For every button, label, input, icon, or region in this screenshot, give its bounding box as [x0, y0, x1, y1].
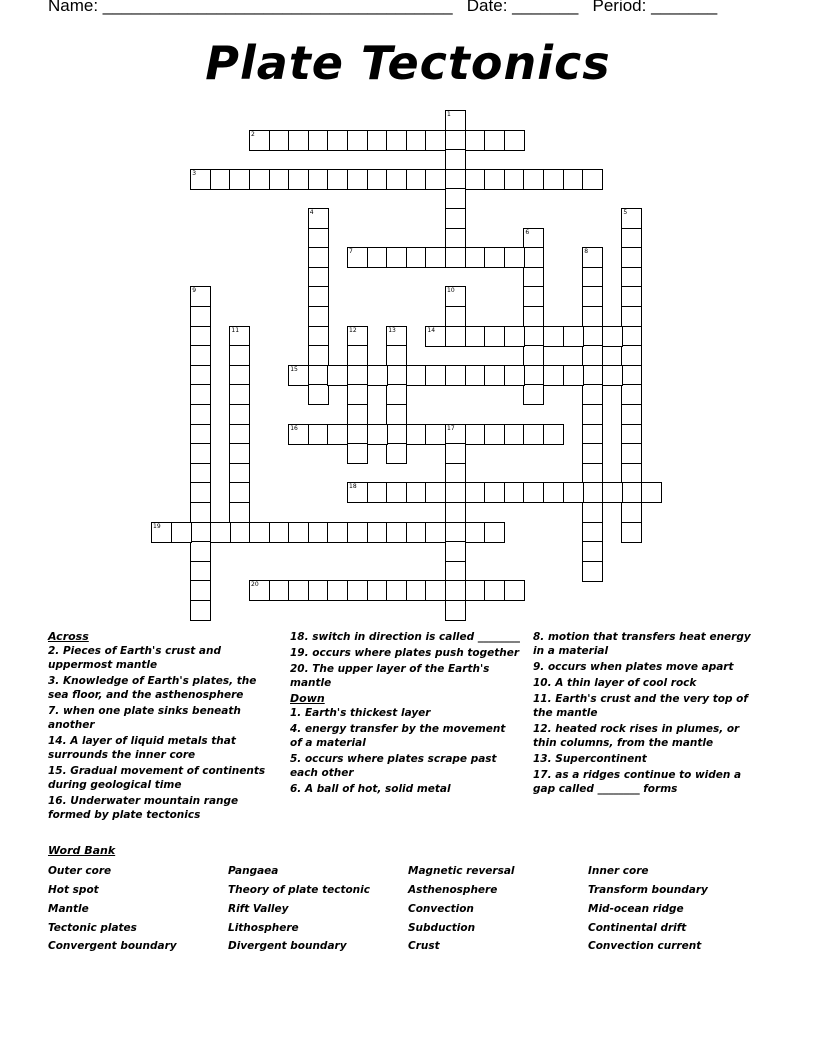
crossword-cell[interactable]	[621, 384, 642, 405]
crossword-cell[interactable]	[523, 286, 544, 307]
down-clue: 6. A ball of hot, solid metal	[290, 783, 451, 795]
crossword-cell[interactable]	[582, 267, 603, 288]
word-bank-word: Convection current	[588, 940, 702, 952]
crossword-cell[interactable]	[190, 306, 211, 327]
crossword-cell[interactable]	[210, 522, 231, 543]
crossword-cell[interactable]	[406, 482, 427, 503]
crossword-cell[interactable]	[386, 247, 407, 268]
down-clue: 5. occurs where plates scrape past each other	[290, 753, 497, 779]
crossword-cell[interactable]	[308, 306, 329, 327]
crossword-cell[interactable]	[190, 286, 211, 307]
clue-number: 12	[349, 326, 357, 334]
crossword-cell[interactable]	[308, 267, 329, 288]
crossword-cell[interactable]	[484, 326, 505, 347]
crossword-cell[interactable]	[190, 424, 211, 445]
crossword-cell[interactable]	[308, 228, 329, 249]
clue-number: 3	[192, 169, 197, 177]
crossword-cell[interactable]	[621, 345, 642, 366]
crossword-cell[interactable]	[445, 247, 466, 268]
crossword-cell[interactable]	[406, 247, 427, 268]
clues-column-2	[290, 630, 520, 798]
crossword-cell[interactable]	[563, 365, 584, 386]
crossword-cell[interactable]	[504, 326, 525, 347]
crossword-cell[interactable]	[347, 326, 368, 347]
crossword-cell[interactable]	[504, 365, 525, 386]
crossword-cell[interactable]	[563, 482, 584, 503]
crossword-cell[interactable]	[190, 561, 211, 582]
crossword-cell[interactable]	[190, 580, 211, 601]
crossword-cell[interactable]	[445, 130, 466, 151]
crossword-cell[interactable]	[582, 404, 603, 425]
crossword-cell[interactable]	[582, 482, 603, 503]
down-heading: Down	[290, 692, 325, 705]
crossword-cell[interactable]	[543, 482, 564, 503]
crossword-cell[interactable]	[171, 522, 192, 543]
crossword-cell[interactable]	[465, 130, 486, 151]
word-bank-word: Tectonic plates	[48, 922, 137, 934]
crossword-cell[interactable]	[386, 580, 407, 601]
crossword-cell[interactable]	[582, 384, 603, 405]
clue-number: 19	[153, 522, 161, 530]
crossword-cell[interactable]	[229, 404, 250, 425]
crossword-cell[interactable]	[249, 169, 270, 190]
crossword-cell[interactable]	[445, 522, 466, 543]
crossword-cell[interactable]	[484, 365, 505, 386]
crossword-cell[interactable]	[484, 169, 505, 190]
crossword-cell[interactable]	[621, 463, 642, 484]
crossword-cell[interactable]	[229, 482, 250, 503]
clues-column-1	[48, 630, 273, 824]
crossword-cell[interactable]	[269, 580, 290, 601]
crossword-cell[interactable]	[445, 286, 466, 307]
crossword-cell[interactable]	[523, 228, 544, 249]
crossword-cell[interactable]	[621, 443, 642, 464]
crossword-cell[interactable]	[347, 169, 368, 190]
crossword-cell[interactable]	[327, 580, 348, 601]
crossword-cell[interactable]	[621, 208, 642, 229]
crossword-cell[interactable]	[465, 326, 486, 347]
crossword-cell[interactable]	[465, 522, 486, 543]
crossword-cell[interactable]	[445, 110, 466, 131]
header-line: Name: _____________________________________ Date: _______ Period: _______	[48, 0, 718, 15]
crossword-cell[interactable]	[484, 130, 505, 151]
crossword-cell[interactable]	[347, 404, 368, 425]
crossword-cell[interactable]	[445, 365, 466, 386]
down-clue: 8. motion that transfers heat energy in a material	[533, 631, 751, 657]
crossword-cell[interactable]	[504, 424, 525, 445]
crossword-cell[interactable]	[621, 286, 642, 307]
crossword-cell[interactable]	[563, 169, 584, 190]
crossword-cell[interactable]	[288, 130, 309, 151]
across-heading: Across	[48, 630, 89, 643]
crossword-cell[interactable]	[621, 482, 642, 503]
word-bank-word: Theory of plate tectonic	[228, 884, 370, 896]
crossword-cell[interactable]	[347, 482, 368, 503]
crossword-cell[interactable]	[445, 149, 466, 170]
crossword-cell[interactable]	[582, 502, 603, 523]
word-bank-word: Crust	[408, 940, 440, 952]
clue-number: 14	[427, 326, 436, 334]
crossword-cell[interactable]	[386, 365, 407, 386]
crossword-cell[interactable]	[621, 267, 642, 288]
crossword-cell[interactable]	[308, 286, 329, 307]
crossword-cell[interactable]	[151, 522, 172, 543]
crossword-cell[interactable]	[504, 580, 525, 601]
crossword-cell[interactable]	[484, 247, 505, 268]
crossword-cell[interactable]	[406, 365, 427, 386]
crossword-cell[interactable]	[465, 424, 486, 445]
crossword-cell[interactable]	[582, 443, 603, 464]
word-bank-word: Magnetic reversal	[408, 865, 515, 877]
crossword-cell[interactable]	[288, 424, 309, 445]
crossword-cell[interactable]	[621, 522, 642, 543]
crossword-cell[interactable]	[621, 424, 642, 445]
crossword-cell[interactable]	[229, 502, 250, 523]
crossword-cell[interactable]	[425, 424, 446, 445]
crossword-cell[interactable]	[484, 522, 505, 543]
crossword-cell[interactable]	[445, 443, 466, 464]
crossword-cell[interactable]	[602, 326, 623, 347]
crossword-cell[interactable]	[543, 424, 564, 445]
crossword-cell[interactable]	[543, 365, 564, 386]
crossword-cell[interactable]	[465, 247, 486, 268]
crossword-cell[interactable]	[523, 267, 544, 288]
crossword-cell[interactable]	[523, 384, 544, 405]
word-bank-word: Rift Valley	[228, 903, 289, 915]
clues-column-3	[533, 630, 763, 798]
crossword-cell[interactable]	[327, 130, 348, 151]
crossword-cell[interactable]	[582, 326, 603, 347]
crossword-cell[interactable]	[425, 365, 446, 386]
crossword-cell[interactable]	[249, 580, 270, 601]
clue-number: 10	[447, 287, 455, 295]
crossword-cell[interactable]	[308, 384, 329, 405]
crossword-cell[interactable]	[190, 463, 211, 484]
clue-number: 20	[251, 581, 259, 589]
crossword-cell[interactable]	[308, 130, 329, 151]
crossword-cell[interactable]	[288, 365, 309, 386]
crossword-cell[interactable]	[229, 326, 250, 347]
crossword-cell[interactable]	[602, 365, 623, 386]
down-clue: 4. energy transfer by the movement of a material	[290, 723, 506, 749]
crossword-cell[interactable]	[386, 326, 407, 347]
crossword-cell[interactable]	[229, 424, 250, 445]
crossword-cell[interactable]	[347, 130, 368, 151]
down-clue: 10. A thin layer of cool rock	[533, 677, 697, 689]
crossword-cell[interactable]	[229, 522, 250, 543]
crossword-cell[interactable]	[386, 384, 407, 405]
crossword-cell[interactable]	[582, 463, 603, 484]
crossword-cell[interactable]	[484, 424, 505, 445]
crossword-cell[interactable]	[504, 247, 525, 268]
crossword-cell[interactable]	[229, 463, 250, 484]
crossword-cell[interactable]	[308, 522, 329, 543]
crossword-cell[interactable]	[386, 443, 407, 464]
crossword-cell[interactable]	[347, 345, 368, 366]
crossword-cell[interactable]	[190, 345, 211, 366]
crossword-cell[interactable]	[445, 580, 466, 601]
word-bank-word: Outer core	[48, 865, 112, 877]
crossword-cell[interactable]	[229, 384, 250, 405]
crossword-cell[interactable]	[621, 365, 642, 386]
crossword-cell[interactable]	[523, 326, 544, 347]
crossword-cell[interactable]	[445, 188, 466, 209]
crossword-cell[interactable]	[445, 169, 466, 190]
crossword-cell[interactable]	[523, 306, 544, 327]
crossword-cell[interactable]	[386, 404, 407, 425]
crossword-cell[interactable]	[386, 169, 407, 190]
word-bank-word: Inner core	[588, 865, 649, 877]
crossword-cell[interactable]	[621, 306, 642, 327]
crossword-cell[interactable]	[367, 365, 388, 386]
clue-number: 18	[349, 483, 357, 491]
crossword-cell[interactable]	[582, 247, 603, 268]
crossword-cell[interactable]	[347, 384, 368, 405]
crossword-cell[interactable]	[582, 286, 603, 307]
crossword-cell[interactable]	[582, 306, 603, 327]
crossword-cell[interactable]	[229, 345, 250, 366]
crossword-cell[interactable]	[582, 169, 603, 190]
word-bank-word: Convection	[408, 903, 474, 915]
crossword-cell[interactable]	[327, 169, 348, 190]
crossword-cell[interactable]	[288, 580, 309, 601]
crossword-cell[interactable]	[445, 541, 466, 562]
crossword-cell[interactable]	[621, 228, 642, 249]
crossword-cell[interactable]	[445, 561, 466, 582]
crossword-cell[interactable]	[308, 345, 329, 366]
crossword-cell[interactable]	[621, 502, 642, 523]
crossword-cell[interactable]	[523, 365, 544, 386]
crossword-cell[interactable]	[425, 482, 446, 503]
across-clue: 7. when one plate sinks beneath another	[48, 705, 241, 731]
crossword-cell[interactable]	[406, 424, 427, 445]
down-clue: 11. Earth's crust and the very top of the mantle	[533, 693, 748, 719]
crossword-cell[interactable]	[210, 169, 231, 190]
across-clue: 19. occurs where plates push together	[290, 647, 520, 659]
crossword-cell[interactable]	[543, 326, 564, 347]
crossword-cell[interactable]	[465, 169, 486, 190]
crossword-cell[interactable]	[190, 502, 211, 523]
crossword-cell[interactable]	[563, 326, 584, 347]
crossword-cell[interactable]	[367, 580, 388, 601]
crossword-cell[interactable]	[582, 522, 603, 543]
crossword-cell[interactable]	[308, 424, 329, 445]
clue-number: 9	[192, 287, 197, 295]
across-clue: 14. A layer of liquid metals that surrounds the inner core	[48, 735, 236, 761]
crossword-cell[interactable]	[425, 580, 446, 601]
crossword-cell[interactable]	[367, 424, 388, 445]
down-clue: 13. Supercontinent	[533, 753, 647, 765]
crossword-cell[interactable]	[523, 424, 544, 445]
clue-number: 5	[623, 209, 628, 216]
crossword-cell[interactable]	[308, 169, 329, 190]
crossword-cell[interactable]	[347, 365, 368, 386]
crossword-cell[interactable]	[308, 580, 329, 601]
clue-number: 1	[447, 111, 451, 118]
word-bank-word: Mid-ocean ridge	[588, 903, 684, 915]
down-clue: 9. occurs when plates move apart	[533, 661, 734, 673]
clue-number: 17	[447, 424, 455, 432]
across-clue: 20. The upper layer of the Earth's mantle	[290, 663, 490, 689]
crossword-cell[interactable]	[543, 169, 564, 190]
word-bank-word: Lithosphere	[228, 922, 299, 934]
crossword-cell[interactable]	[445, 208, 466, 229]
crossword-cell[interactable]	[249, 522, 270, 543]
down-clue: 1. Earth's thickest layer	[290, 707, 431, 719]
clue-number: 2	[251, 130, 255, 138]
across-clue: 18. switch in direction is called ________	[290, 631, 520, 643]
clue-number: 8	[584, 248, 589, 256]
crossword-cell[interactable]	[229, 443, 250, 464]
across-clue: 15. Gradual movement of continents during geological time	[48, 765, 266, 791]
crossword-cell[interactable]	[445, 502, 466, 523]
crossword-cell[interactable]	[582, 561, 603, 582]
crossword-cell[interactable]	[269, 130, 290, 151]
crossword-cell[interactable]	[523, 247, 544, 268]
crossword-cell[interactable]	[445, 463, 466, 484]
crossword-cell[interactable]	[269, 522, 290, 543]
crossword-cell[interactable]	[190, 326, 211, 347]
word-bank-word: Continental drift	[588, 922, 687, 934]
down-clue: 17. as a ridges continue to widen a gap called ________ forms	[533, 769, 742, 795]
word-bank-word: Convergent boundary	[48, 940, 177, 952]
clue-number: 16	[290, 424, 298, 432]
crossword-cell[interactable]	[425, 247, 446, 268]
crossword-cell[interactable]	[269, 169, 290, 190]
crossword-cell[interactable]	[406, 580, 427, 601]
crossword-cell[interactable]	[465, 580, 486, 601]
crossword-cell[interactable]	[190, 541, 211, 562]
crossword-cell[interactable]	[445, 600, 466, 621]
crossword-cell[interactable]	[523, 345, 544, 366]
crossword-cell[interactable]	[327, 365, 348, 386]
across-clue: 2. Pieces of Earth's crust and uppermost mantle	[48, 645, 221, 671]
crossword-cell[interactable]	[249, 130, 270, 151]
crossword-cell[interactable]	[190, 522, 211, 543]
crossword-cell[interactable]	[484, 482, 505, 503]
crossword-cell[interactable]	[504, 169, 525, 190]
crossword-cell[interactable]	[406, 130, 427, 151]
crossword-cell[interactable]	[445, 482, 466, 503]
crossword-cell[interactable]	[425, 130, 446, 151]
clue-number: 15	[290, 365, 298, 373]
word-bank-word: Pangaea	[228, 865, 279, 877]
crossword-cell[interactable]	[445, 306, 466, 327]
crossword-cell[interactable]	[190, 443, 211, 464]
crossword-cell[interactable]	[347, 580, 368, 601]
clue-number: 13	[388, 326, 396, 334]
crossword-cell[interactable]	[465, 365, 486, 386]
crossword-cell[interactable]	[367, 169, 388, 190]
crossword-cell[interactable]	[582, 424, 603, 445]
crossword-cell[interactable]	[582, 541, 603, 562]
crossword-cell[interactable]	[386, 424, 407, 445]
page-title: Plate Tectonics	[205, 36, 611, 90]
crossword-cell[interactable]	[367, 130, 388, 151]
crossword-cell[interactable]	[582, 365, 603, 386]
clue-number: 11	[231, 326, 240, 334]
crossword-cell[interactable]	[445, 228, 466, 249]
crossword-cell[interactable]	[386, 345, 407, 366]
crossword-cell[interactable]	[308, 208, 329, 229]
crossword-cell[interactable]	[445, 424, 466, 445]
word-bank-heading: Word Bank	[48, 844, 116, 857]
clue-number: 6	[525, 228, 530, 236]
crossword-cell[interactable]	[190, 482, 211, 503]
crossword-cell[interactable]	[190, 404, 211, 425]
crossword-cell[interactable]	[386, 522, 407, 543]
crossword-cell[interactable]	[367, 247, 388, 268]
crossword-cell[interactable]	[190, 384, 211, 405]
crossword-cell[interactable]	[347, 424, 368, 445]
crossword-cell[interactable]	[465, 482, 486, 503]
across-clue: 3. Knowledge of Earth's plates, the sea floor, and the asthenosphere	[48, 675, 257, 701]
crossword-cell[interactable]	[406, 169, 427, 190]
word-bank-word: Hot spot	[48, 884, 99, 896]
crossword-cell[interactable]	[367, 522, 388, 543]
crossword-cell[interactable]	[308, 247, 329, 268]
clue-number: 7	[349, 248, 353, 256]
word-bank-word: Mantle	[48, 903, 89, 915]
crossword-cell[interactable]	[386, 482, 407, 503]
crossword-cell[interactable]	[288, 522, 309, 543]
crossword-cell[interactable]	[190, 365, 211, 386]
crossword-cell[interactable]	[386, 130, 407, 151]
crossword-cell[interactable]	[582, 345, 603, 366]
crossword-cell[interactable]	[347, 522, 368, 543]
crossword-cell[interactable]	[190, 600, 211, 621]
crossword-cell[interactable]	[425, 522, 446, 543]
crossword-cell[interactable]	[621, 326, 642, 347]
crossword-cell[interactable]	[288, 169, 309, 190]
word-bank-word: Transform boundary	[588, 884, 708, 896]
word-bank-word: Asthenosphere	[408, 884, 498, 896]
crossword-cell[interactable]	[347, 247, 368, 268]
crossword-cell[interactable]	[229, 365, 250, 386]
crossword-cell[interactable]	[425, 169, 446, 190]
crossword-cell[interactable]	[327, 424, 348, 445]
crossword-cell[interactable]	[327, 522, 348, 543]
crossword-cell[interactable]	[621, 404, 642, 425]
crossword-cell[interactable]	[367, 482, 388, 503]
crossword-cell[interactable]	[190, 169, 211, 190]
crossword-cell[interactable]	[347, 443, 368, 464]
crossword-cell[interactable]	[621, 247, 642, 268]
crossword-cell[interactable]	[425, 326, 446, 347]
crossword-cell[interactable]	[523, 169, 544, 190]
clue-number: 4	[309, 209, 314, 216]
crossword-cell[interactable]	[445, 326, 466, 347]
word-bank-word: Subduction	[408, 922, 476, 934]
crossword-cell[interactable]	[523, 482, 544, 503]
crossword-cell[interactable]	[504, 482, 525, 503]
crossword-cell[interactable]	[308, 326, 329, 347]
crossword-cell[interactable]	[484, 580, 505, 601]
crossword-cell[interactable]	[308, 365, 329, 386]
across-clue: 16. Underwater mountain range formed by plate tectonics	[48, 795, 239, 821]
crossword-cell[interactable]	[602, 482, 623, 503]
word-bank-word: Divergent boundary	[228, 940, 347, 952]
crossword-cell[interactable]	[504, 130, 525, 151]
down-clue: 12. heated rock rises in plumes, or thin columns, from the mantle	[533, 723, 740, 749]
crossword-cell[interactable]	[641, 482, 662, 503]
crossword-cell[interactable]	[406, 522, 427, 543]
crossword-cell[interactable]	[229, 169, 250, 190]
